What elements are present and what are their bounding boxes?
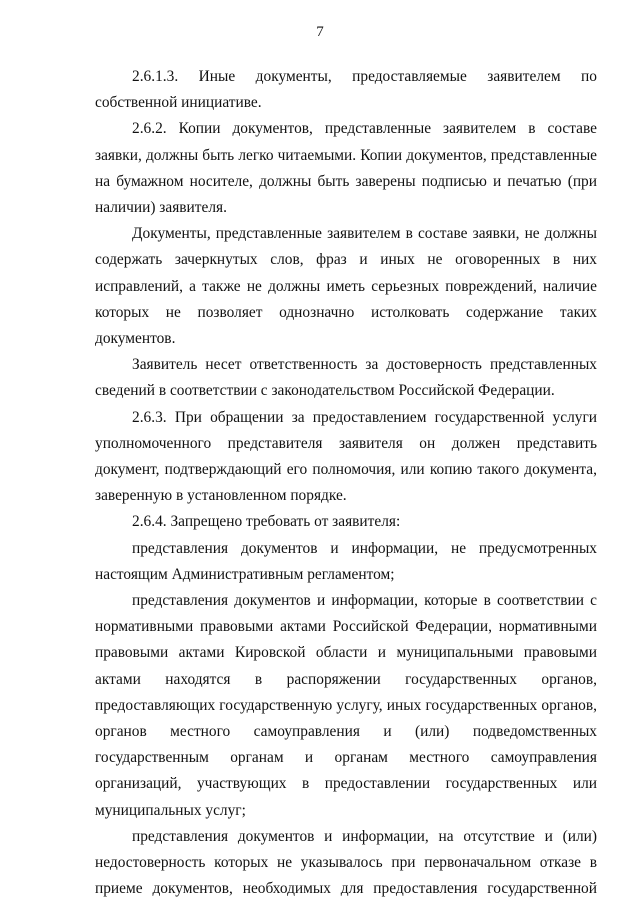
paragraph-prohibition-2: представления документов и информации, которые в соответствии с нормативными правовыми актами Российской Федерации, нормативными правовыми актами Кировской области и муниципальными правовыми актами находятся в распоряжении государственных органов, предоставляющих государственную услугу, иных государственных органов, органов местного самоуправления и (или) подведомственных государственным органам и органам местного самоуправления организаций, участвующих в предоставлении государственных или муниципальных услуг; <box>95 592 597 819</box>
paragraph-2-6-2: 2.6.2. Копии документов, представленные заявителем в составе заявки, должны быть легко читаемыми. Копии документов, представленные на бумажном носителе, должны быть заверены подписью и печатью (при наличии) заявителя. <box>95 120 597 217</box>
paragraph-2-6-4: 2.6.4. Запрещено требовать от заявителя: <box>132 513 401 531</box>
paragraph-prohibition-1: представления документов и информации, не предусмотренных настоящим Административным регламентом; <box>95 539 597 583</box>
paragraph-2-6-3: 2.6.3. При обращении за предоставлением государственной услуги уполномоченного представителя заявителя он должен представить документ, подтверждающий его полномочия, или копию такого документа, заверенную в установленном порядке. <box>95 408 597 505</box>
paragraph-2-6-1-3: 2.6.1.3. Иные документы, предоставляемые заявителем по собственной инициативе. <box>95 68 597 112</box>
page-number: 7 <box>316 24 324 40</box>
document-body <box>95 64 597 903</box>
paragraph-applicant-responsibility: Заявитель несет ответственность за достоверность представленных сведений в соответствии с законодательством Российской Федерации. <box>95 356 597 400</box>
paragraph-documents-requirements: Документы, представленные заявителем в составе заявки, не должны содержать зачеркнутых слов, фраз и иных не оговоренных в них исправлений, а также не должны иметь серьезных повреждений, наличие которых не позволяет однозначно истолковать содержание таких документов. <box>95 225 597 348</box>
paragraph-prohibition-3: представления документов и информации, на отсутствие и (или) недостоверность которых не указывалось при первоначальном отказе в приеме документов, необходимых для предоставления государственной <box>95 827 597 898</box>
